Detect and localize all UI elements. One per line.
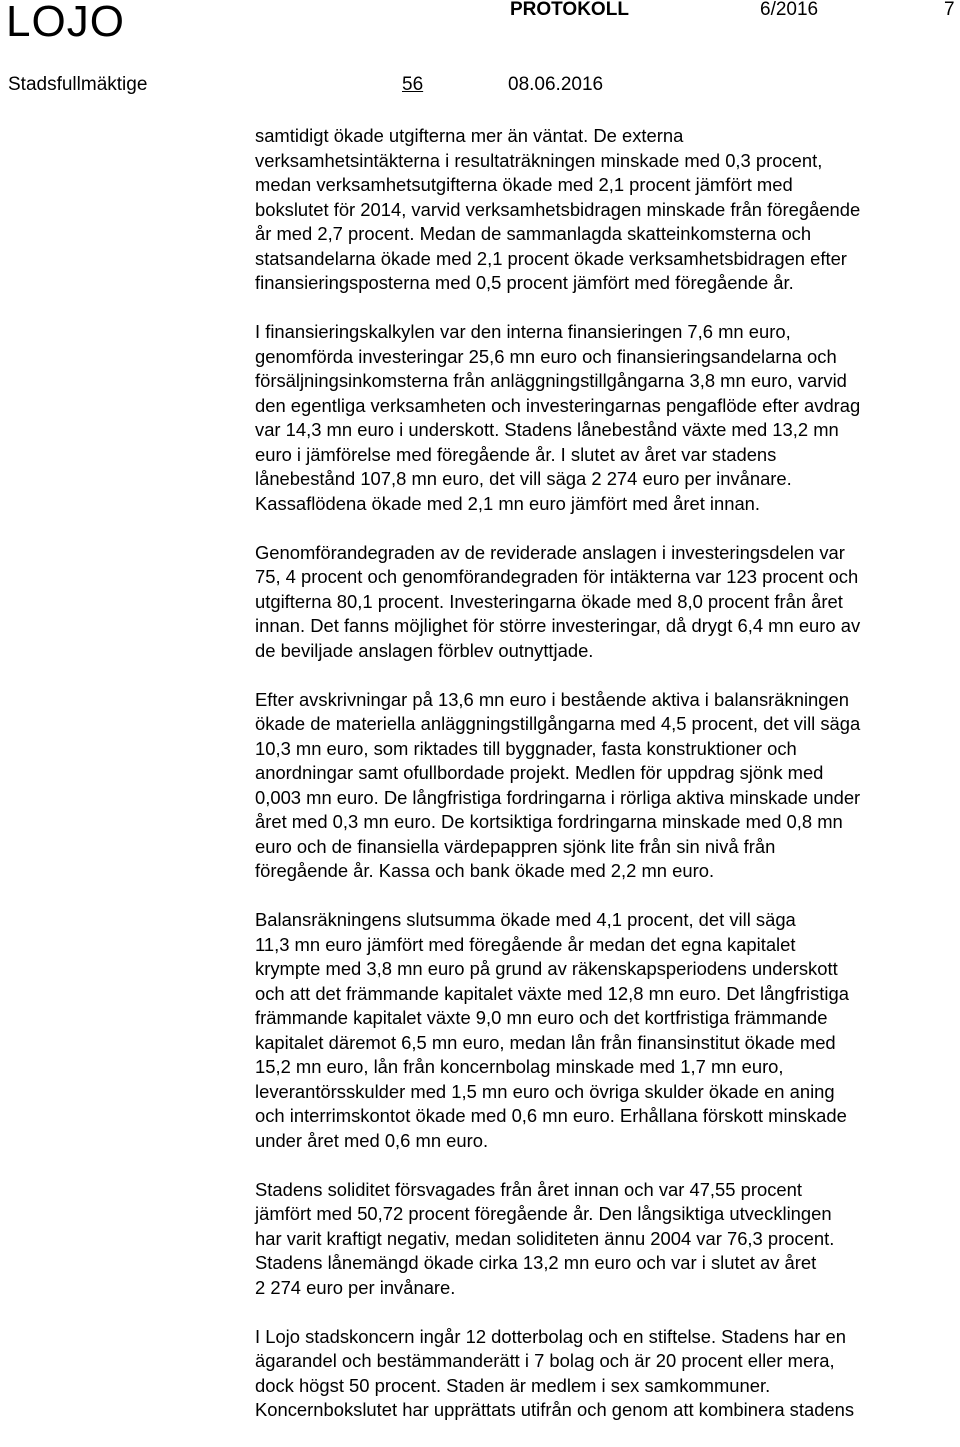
meeting-organ: Stadsfullmäktige — [8, 74, 148, 95]
text-line: 11,3 mn euro jämfört med föregående år medan det egna kapitalet — [255, 933, 796, 955]
text-line: under året med 0,6 mn euro. — [255, 1129, 489, 1151]
text-line: den egentliga verksamheten och investeringarnas pengaflöde efter avdrag — [255, 394, 861, 416]
text-line: jämfört med 50,72 procent föregående år. Den långsiktiga utvecklingen — [255, 1203, 832, 1224]
text-line: främmande kapitalet växte 9,0 mn euro och det kortfristiga främmande — [255, 1007, 828, 1028]
text-line: var 14,3 mn euro i underskott. Stadens lånebestånd växte med 13,2 mn — [255, 419, 839, 440]
text-line: och interrimskontot ökade med 0,6 mn euro. Erhållana förskott minskade — [255, 1105, 847, 1126]
text-line: bokslutet för 2014, varvid verksamhetsbidragen minskade från föregående — [255, 198, 861, 220]
text-line: genomförda investeringar 25,6 mn euro och finansieringsandelarna och — [255, 345, 837, 367]
text-line: de beviljade anslagen förblev outnyttjade. — [255, 639, 594, 661]
body-paragraph — [255, 1325, 960, 1423]
text-line: och att det främmande kapitalet växte med 12,8 mn euro. Det långfristiga — [255, 982, 849, 1004]
text-line: Balansräkningens slutsumma ökade med 4,1 procent, det vill säga — [255, 909, 796, 930]
text-line: har varit kraftigt negativ, medan soliditeten ännu 2004 var 76,3 procent. — [255, 1227, 835, 1249]
city-logo: LOJO — [6, 0, 125, 46]
body-paragraph — [255, 1178, 960, 1301]
text-line: föregående år. Kassa och bank ökade med 2,2 mn euro. — [255, 860, 715, 881]
text-line: statsandelarna ökade med 2,1 procent ökade verksamhetsbidragen efter — [255, 247, 847, 269]
text-line: samtidigt ökade utgifterna mer än väntat. De externa — [255, 125, 684, 146]
text-line: försäljningsinkomsterna från anläggningstillgångarna 3,8 mn euro, varvid — [255, 370, 847, 391]
document-type: PROTOKOLL — [510, 0, 629, 20]
text-line: lånebestånd 107,8 mn euro, det vill säga 2 274 euro per invånare. — [255, 468, 792, 489]
section-number: 56 — [402, 74, 424, 95]
text-line: Genomförandegraden av de reviderade anslagen i investeringsdelen var — [255, 541, 845, 563]
text-line: I finansieringskalkylen var den interna finansieringen 7,6 mn euro, — [255, 321, 791, 342]
text-line: I Lojo stadskoncern ingår 12 dotterbolag och en stiftelse. Stadens har en — [255, 1325, 846, 1347]
text-line: krympte med 3,8 mn euro på grund av räkenskapsperiodens underskott — [255, 958, 838, 979]
meeting-date: 08.06.2016 — [508, 74, 604, 95]
text-line: innan. Det fanns möjlighet för större investeringar, då drygt 6,4 mn euro av — [255, 615, 861, 636]
text-line: anordningar samt ofullbordade projekt. Medlen för uppdrag sjönk med — [255, 762, 824, 783]
text-line: 2 274 euro per invånare. — [255, 1276, 456, 1298]
text-line: euro i jämförelse med föregående år. I slutet av året var stadens — [255, 443, 777, 465]
text-line: 15,2 mn euro, lån från koncernbolag minskade med 1,7 mn euro, — [255, 1056, 784, 1077]
text-line: utgifterna 80,1 procent. Investeringarna ökade med 8,0 procent från året — [255, 590, 843, 612]
text-line: 0,003 mn euro. De långfristiga fordringarna i rörliga aktiva minskade under — [255, 786, 861, 808]
text-line: ägarandel och bestämmanderätt i 7 bolag och är 20 procent eller mera, — [255, 1350, 835, 1371]
document-body — [255, 124, 960, 1447]
body-paragraph — [255, 320, 960, 516]
text-line: 75, 4 procent och genomförandegraden för intäkterna var 123 procent och — [255, 566, 859, 587]
body-paragraph — [255, 124, 960, 296]
text-line: medan verksamhetsutgifterna ökade med 2,1 procent jämfört med — [255, 174, 793, 195]
text-line: 10,3 mn euro, som riktades till byggnader, fasta konstruktioner och — [255, 737, 797, 759]
text-line: ökade de materiella anläggningstillgångarna med 4,5 procent, det vill säga — [255, 713, 861, 734]
text-line: euro och de finansiella värdepappren sjönk lite från sin nivå från — [255, 835, 776, 857]
document-number: 6/2016 — [760, 0, 819, 20]
text-line: kapitalet däremot 6,5 mn euro, medan lån från finansinstitut ökade med — [255, 1031, 836, 1053]
text-line: Kassaflödena ökade med 2,1 mn euro jämfört med året innan. — [255, 492, 761, 514]
text-line: dock högst 50 procent. Staden är medlem i sex samkommuner. — [255, 1374, 771, 1396]
text-line: Stadens soliditet försvagades från året innan och var 47,55 procent — [255, 1178, 802, 1200]
text-line: verksamhetsintäkterna i resultaträkningen minskade med 0,3 procent, — [255, 149, 823, 171]
text-line: Koncernbokslutet har upprättats utifrån och genom att kombinera stadens — [255, 1399, 855, 1420]
text-line: år med 2,7 procent. Medan de sammanlagda skatteinkomsterna och — [255, 223, 812, 244]
text-line: Efter avskrivningar på 13,6 mn euro i bestående aktiva i balansräkningen — [255, 688, 849, 710]
text-line: året med 0,3 mn euro. De kortsiktiga fordringarna minskade med 0,8 mn — [255, 811, 843, 832]
body-paragraph — [255, 541, 960, 664]
page-number: 7 — [944, 0, 955, 20]
text-line: leverantörsskulder med 1,5 mn euro och övriga skulder ökade en aning — [255, 1080, 835, 1102]
body-paragraph — [255, 688, 960, 884]
body-paragraph — [255, 908, 960, 1153]
text-line: Stadens lånemängd ökade cirka 13,2 mn euro och var i slutet av året — [255, 1252, 817, 1273]
text-line: finansieringsposterna med 0,5 procent jämfört med föregående år. — [255, 272, 794, 293]
